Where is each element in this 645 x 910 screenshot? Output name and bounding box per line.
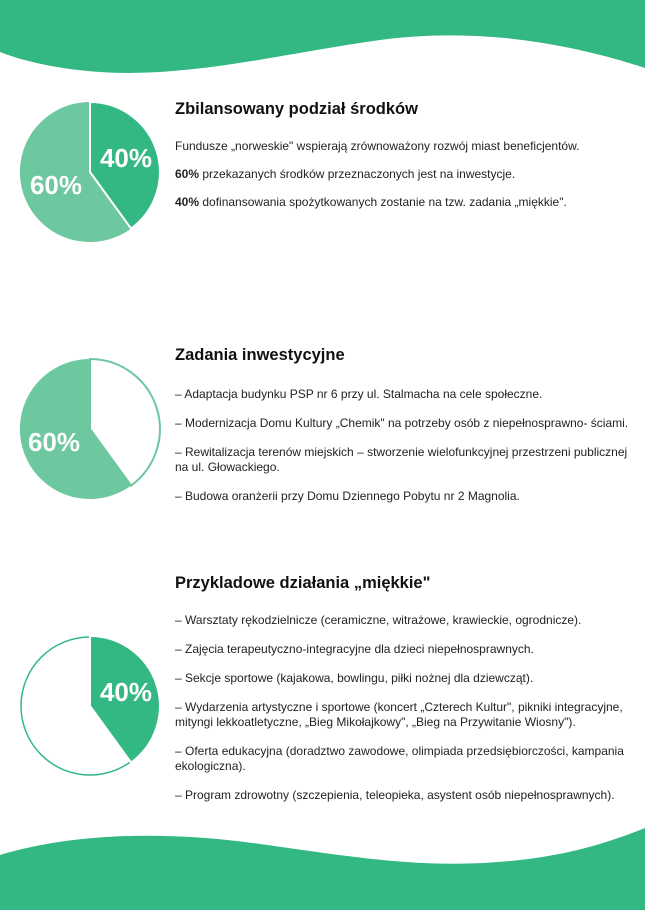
list-item: – Adaptacja budynku PSP nr 6 przy ul. Stalmacha na cele społeczne.	[175, 387, 543, 401]
bottom-wave-decoration	[0, 810, 645, 910]
list-item: – Sekcje sportowe (kajakowa, bowlingu, piłki nożnej dla dziewcząt).	[175, 671, 534, 685]
list-item: – Program zdrowotny (szczepienia, teleopieka, asystent osób niepełnosprawnych).	[175, 788, 615, 802]
list-item: – Zajęcia terapeutyczno-integracyjne dla dzieci niepełnosprawnych.	[175, 642, 534, 656]
pie-chart-soft	[18, 634, 162, 778]
pie-label-40: 40%	[99, 677, 153, 707]
list-item: – Oferta edukacyjna (doradztwo zawodowe, olimpiada przedsiębiorczości, kampania ekologiczna).	[175, 744, 624, 773]
pie-label-40: 40%	[99, 143, 153, 173]
top-wave-decoration	[0, 0, 645, 90]
list-item: – Warsztaty rękodzielnicze (ceramiczne, witrażowe, krawieckie, ogrodnicze).	[175, 613, 582, 627]
pie-label-60: 60%	[27, 427, 81, 457]
section-investment-tasks	[175, 346, 630, 518]
section-title: Zadania inwestycyjne	[175, 346, 345, 364]
list-item: – Rewitalizacja terenów miejskich – stworzenie wielofunkcyjnej przestrzeni publicznej na ul. Głowackiego.	[175, 445, 628, 474]
section-title: Zbilansowany podział środków	[175, 100, 418, 118]
investment-share-text	[175, 167, 630, 182]
section-title: Przykladowe działania „miękkie"	[175, 574, 431, 592]
pie-label-60: 60%	[29, 170, 83, 200]
section-soft-activities	[175, 574, 630, 817]
pie-chart-investment	[18, 357, 162, 501]
list-item: – Budowa oranżerii przy Domu Dziennego Pobytu nr 2 Magnolia.	[175, 489, 520, 503]
pie-chart-split	[18, 100, 162, 244]
list-item: – Modernizacja Domu Kultury „Chemik" na potrzeby osób z niepełnosprawno- ściami.	[175, 416, 629, 430]
intro-text: Fundusze „norweskie" wspierają zrównoważony rozwój miast beneficjentów.	[175, 139, 580, 153]
soft-share-desc: dofinansowania spożytkowanych zostanie na tzw. zadania „miękkie".	[199, 195, 567, 209]
investment-share-value: 60%	[175, 167, 200, 181]
soft-share-text	[175, 195, 630, 210]
section-balanced-split	[175, 100, 630, 223]
investment-share-desc: przekazanych środków przeznaczonych jest na inwestycje.	[199, 167, 516, 181]
soft-share-value: 40%	[175, 195, 200, 209]
list-item: – Wydarzenia artystyczne i sportowe (koncert „Czterech Kultur", pikniki integracyjne, mityngi lekkoatletyczne, „Bieg Mikołajkowy", „Bieg na Przywitanie Wiosny").	[175, 700, 623, 729]
